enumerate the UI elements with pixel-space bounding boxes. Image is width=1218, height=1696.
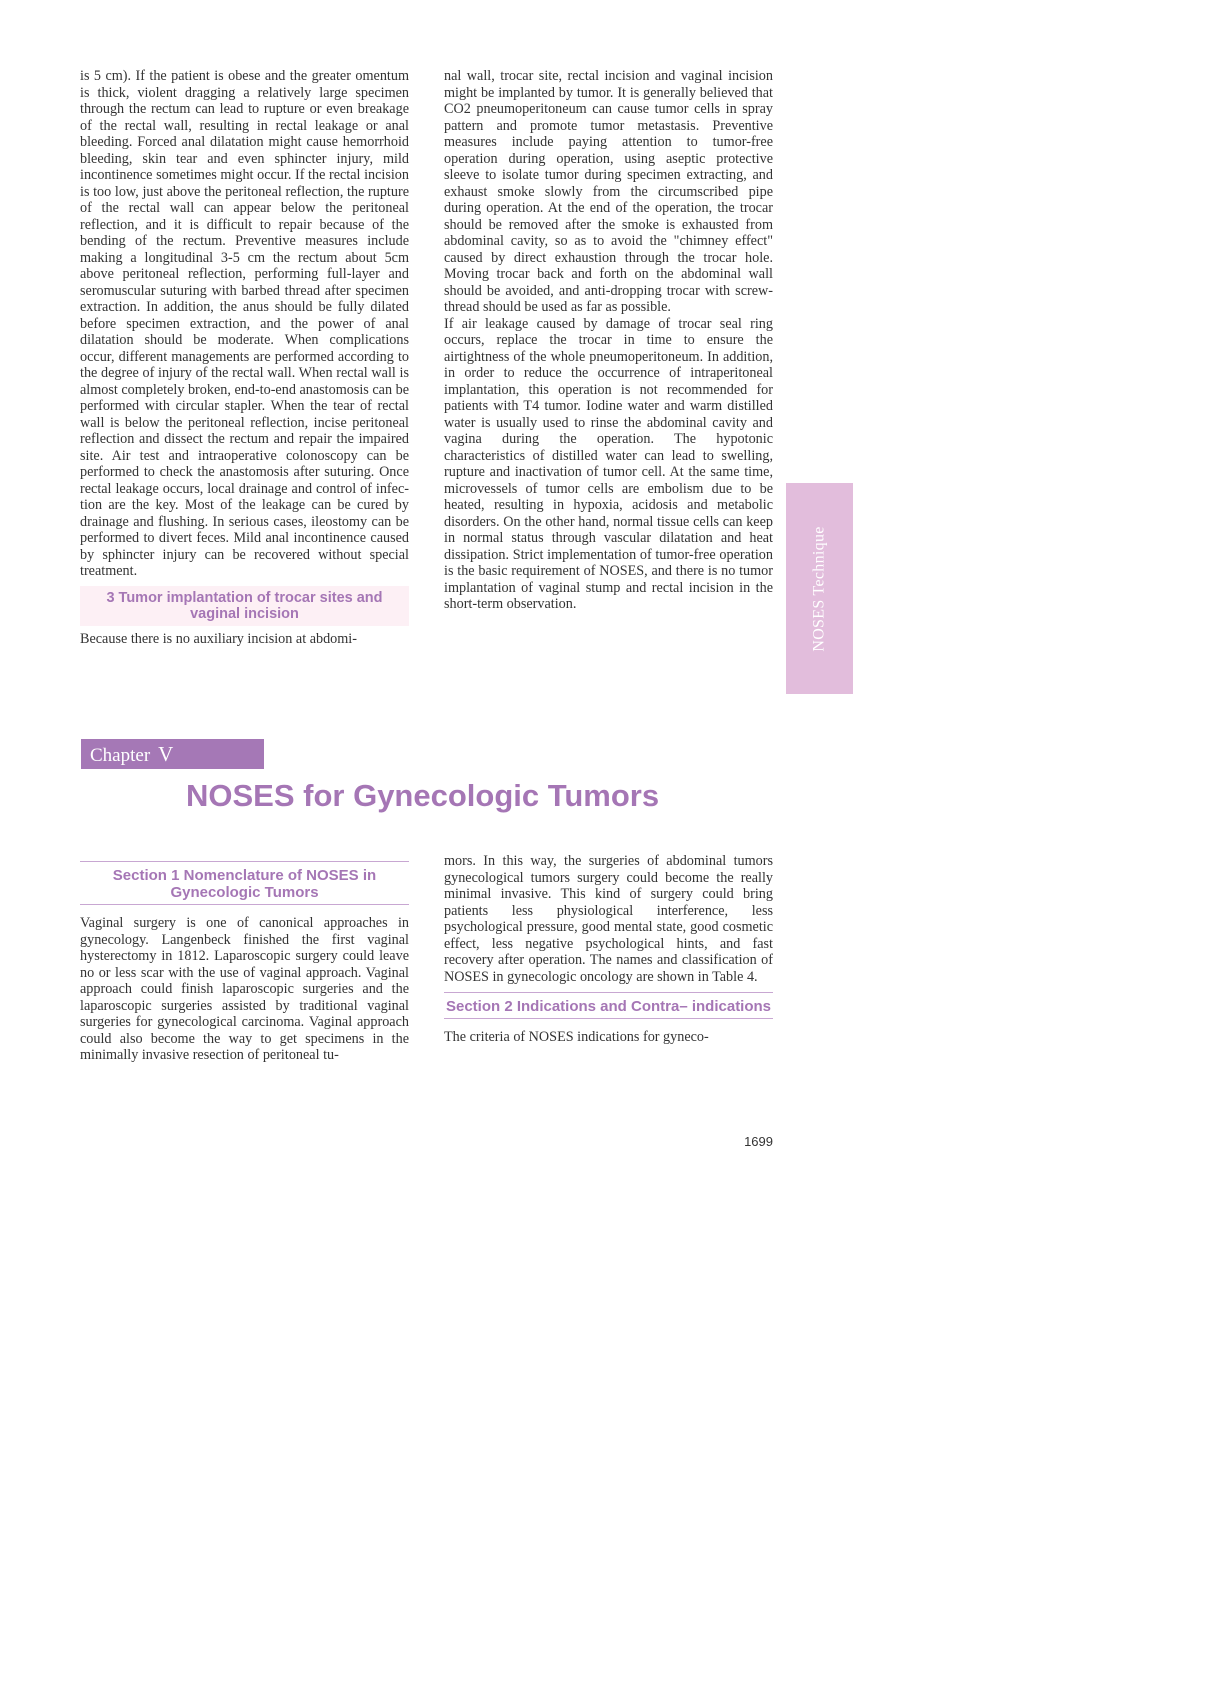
body-paragraph: is 5 cm). If the patient is obese and the greater omentum is thick, violent dragging a relatively large specimen through the rectum can lead to rupture or even breakage of the rectal wall, resulting in rectal leakage or anal bleeding. Forced anal dilatation might cause hemorrhoid bleeding, skin tear and even sphincter injury, mild incontinence sometimes might occur. If the rectal incision is too low, just above the peritoneal reflection, the rupture of the rectal wall can appear below the peritoneal reflection, and it is difficult to repair because of the bending of the rectum. Preventive measures include making a longitudinal 3-5 cm the rectum about 5cm above peritoneal reflection, performing full-layer and seromuscular suturing with barbed thread after specimen extraction. In addition, the anus should be fully dilated before specimen extraction, and the power of anal dilatation should be moderate. When complications occur, different managements are performed according to the degree of injury of the rectal wall. When rectal wall is almost completely broken, end-to-end anastomosis can be performed with circular stapler. When the tear of rectal wall is below the peritoneal reflection, incise peritoneal reflection and dissect the rectum and repair the impaired site. Air test and intraoperative colonoscopy can be performed to check the anastomosis after suturing. Once rectal leakage occurs, local drainage and control of infection are the key. Most of the leakage can be cured by drainage and flushing. In serious cases, ileostomy can be performed to divert feces. Mild anal incontinence caused by sphincter injury can be recovered without special treatment. [80, 68, 409, 579]
section-2-heading: Section 2 Indications and Contra– indications [444, 992, 773, 1019]
chapter-label-box [81, 739, 264, 769]
bottom-left-column [80, 861, 409, 1064]
body-paragraph: Because there is no auxiliary incision at abdomi- [80, 630, 357, 647]
subsection-heading: 3 Tumor implantation of trocar sites and vaginal incision [80, 586, 409, 626]
bottom-right-column [444, 853, 773, 1046]
top-right-column [444, 68, 773, 613]
chapter-title: NOSES for Gynecologic Tumors [186, 778, 660, 813]
side-thumb-tab [786, 483, 853, 694]
top-left-column [80, 68, 409, 647]
body-paragraph: The criteria of NOSES indications for gyneco- [444, 1029, 709, 1045]
body-paragraph: If air leakage caused by damage of trocar seal ring occurs, replace the trocar in time to ensure the airtightness of the whole pneumoperitoneum. In addition, in order to reduce the occurrence of intraperitoneal implantation, this operation is not recommended for patients with T4 tumor. Iodine water and warm distilled water is usually used to rinse the abdominal cavity and vagina during the operation. The hypotonic characteristics of distilled water can lead to swelling, rupture and inactivation of tumor cell. At the same time, microvessels of tumor cells are embolism due to be heated, resulting in hypoxia, acidosis and metabolic disorders. On the other hand, normal tissue cells can keep in normal status through vascular dilatation and heat dissipation. Strict implementation of tumor-free operation is the basic requirement of NOSES, and there is no tumor implantation of vaginal stump and rectal incision in the short-term observation. [444, 315, 773, 612]
chapter-number: V [158, 742, 174, 766]
page-number: 1699 [744, 1134, 773, 1149]
chapter-label: Chapter [90, 745, 151, 766]
section-1-heading: Section 1 Nomenclature of NOSES in Gynecologic Tumors [80, 861, 409, 905]
body-paragraph: Vaginal surgery is one of canonical approaches in gynecology. Langenbeck finished the first vaginal hysterectomy in 1812. Laparoscopic surgery could leave no or less scar with the use of vaginal approach. Vaginal approach could finish laparoscopic surgeries and the laparoscopic surgeries assisted by traditional vaginal surgeries for gynecological carcinoma. Vaginal approach could also become the way to get specimens in the minimally invasive resection of peritoneal tu- [80, 915, 409, 1063]
body-paragraph: nal wall, trocar site, rectal incision and vaginal incision might be implanted by tumor. It is generally believed that CO2 pneumoperitoneum can cause tumor cells in spray pattern and promote tumor metastasis. Preventive measures include paying attention to tumor-free operation during operation, using aseptic protective sleeve to isolate tumor during specimen extracting, and exhaust smoke slowly from the circumscribed pipe during operation. At the end of the operation, the trocar should be removed after the smoke is exhausted from abdominal cavity, so as to avoid the "chimney effect" caused by direct exhaustion through the trocar hole. Moving trocar back and forth on the abdominal wall should be avoided, and anti-dropping trocar with screw-thread should be used as far as possible. [444, 68, 773, 315]
body-paragraph: mors. In this way, the surgeries of abdominal tumors gynecological tumors surgery could become the really minimal invasive. This kind of surgery could bring patients less physiological interference, less psychological pressure, good mental state, good cosmetic effect, less negative psychological hints, and fast recovery after operation. The names and classification of NOSES in gynecologic oncology are shown in Table 4. [444, 853, 773, 985]
side-tab-label: NOSES Technique [810, 525, 828, 652]
